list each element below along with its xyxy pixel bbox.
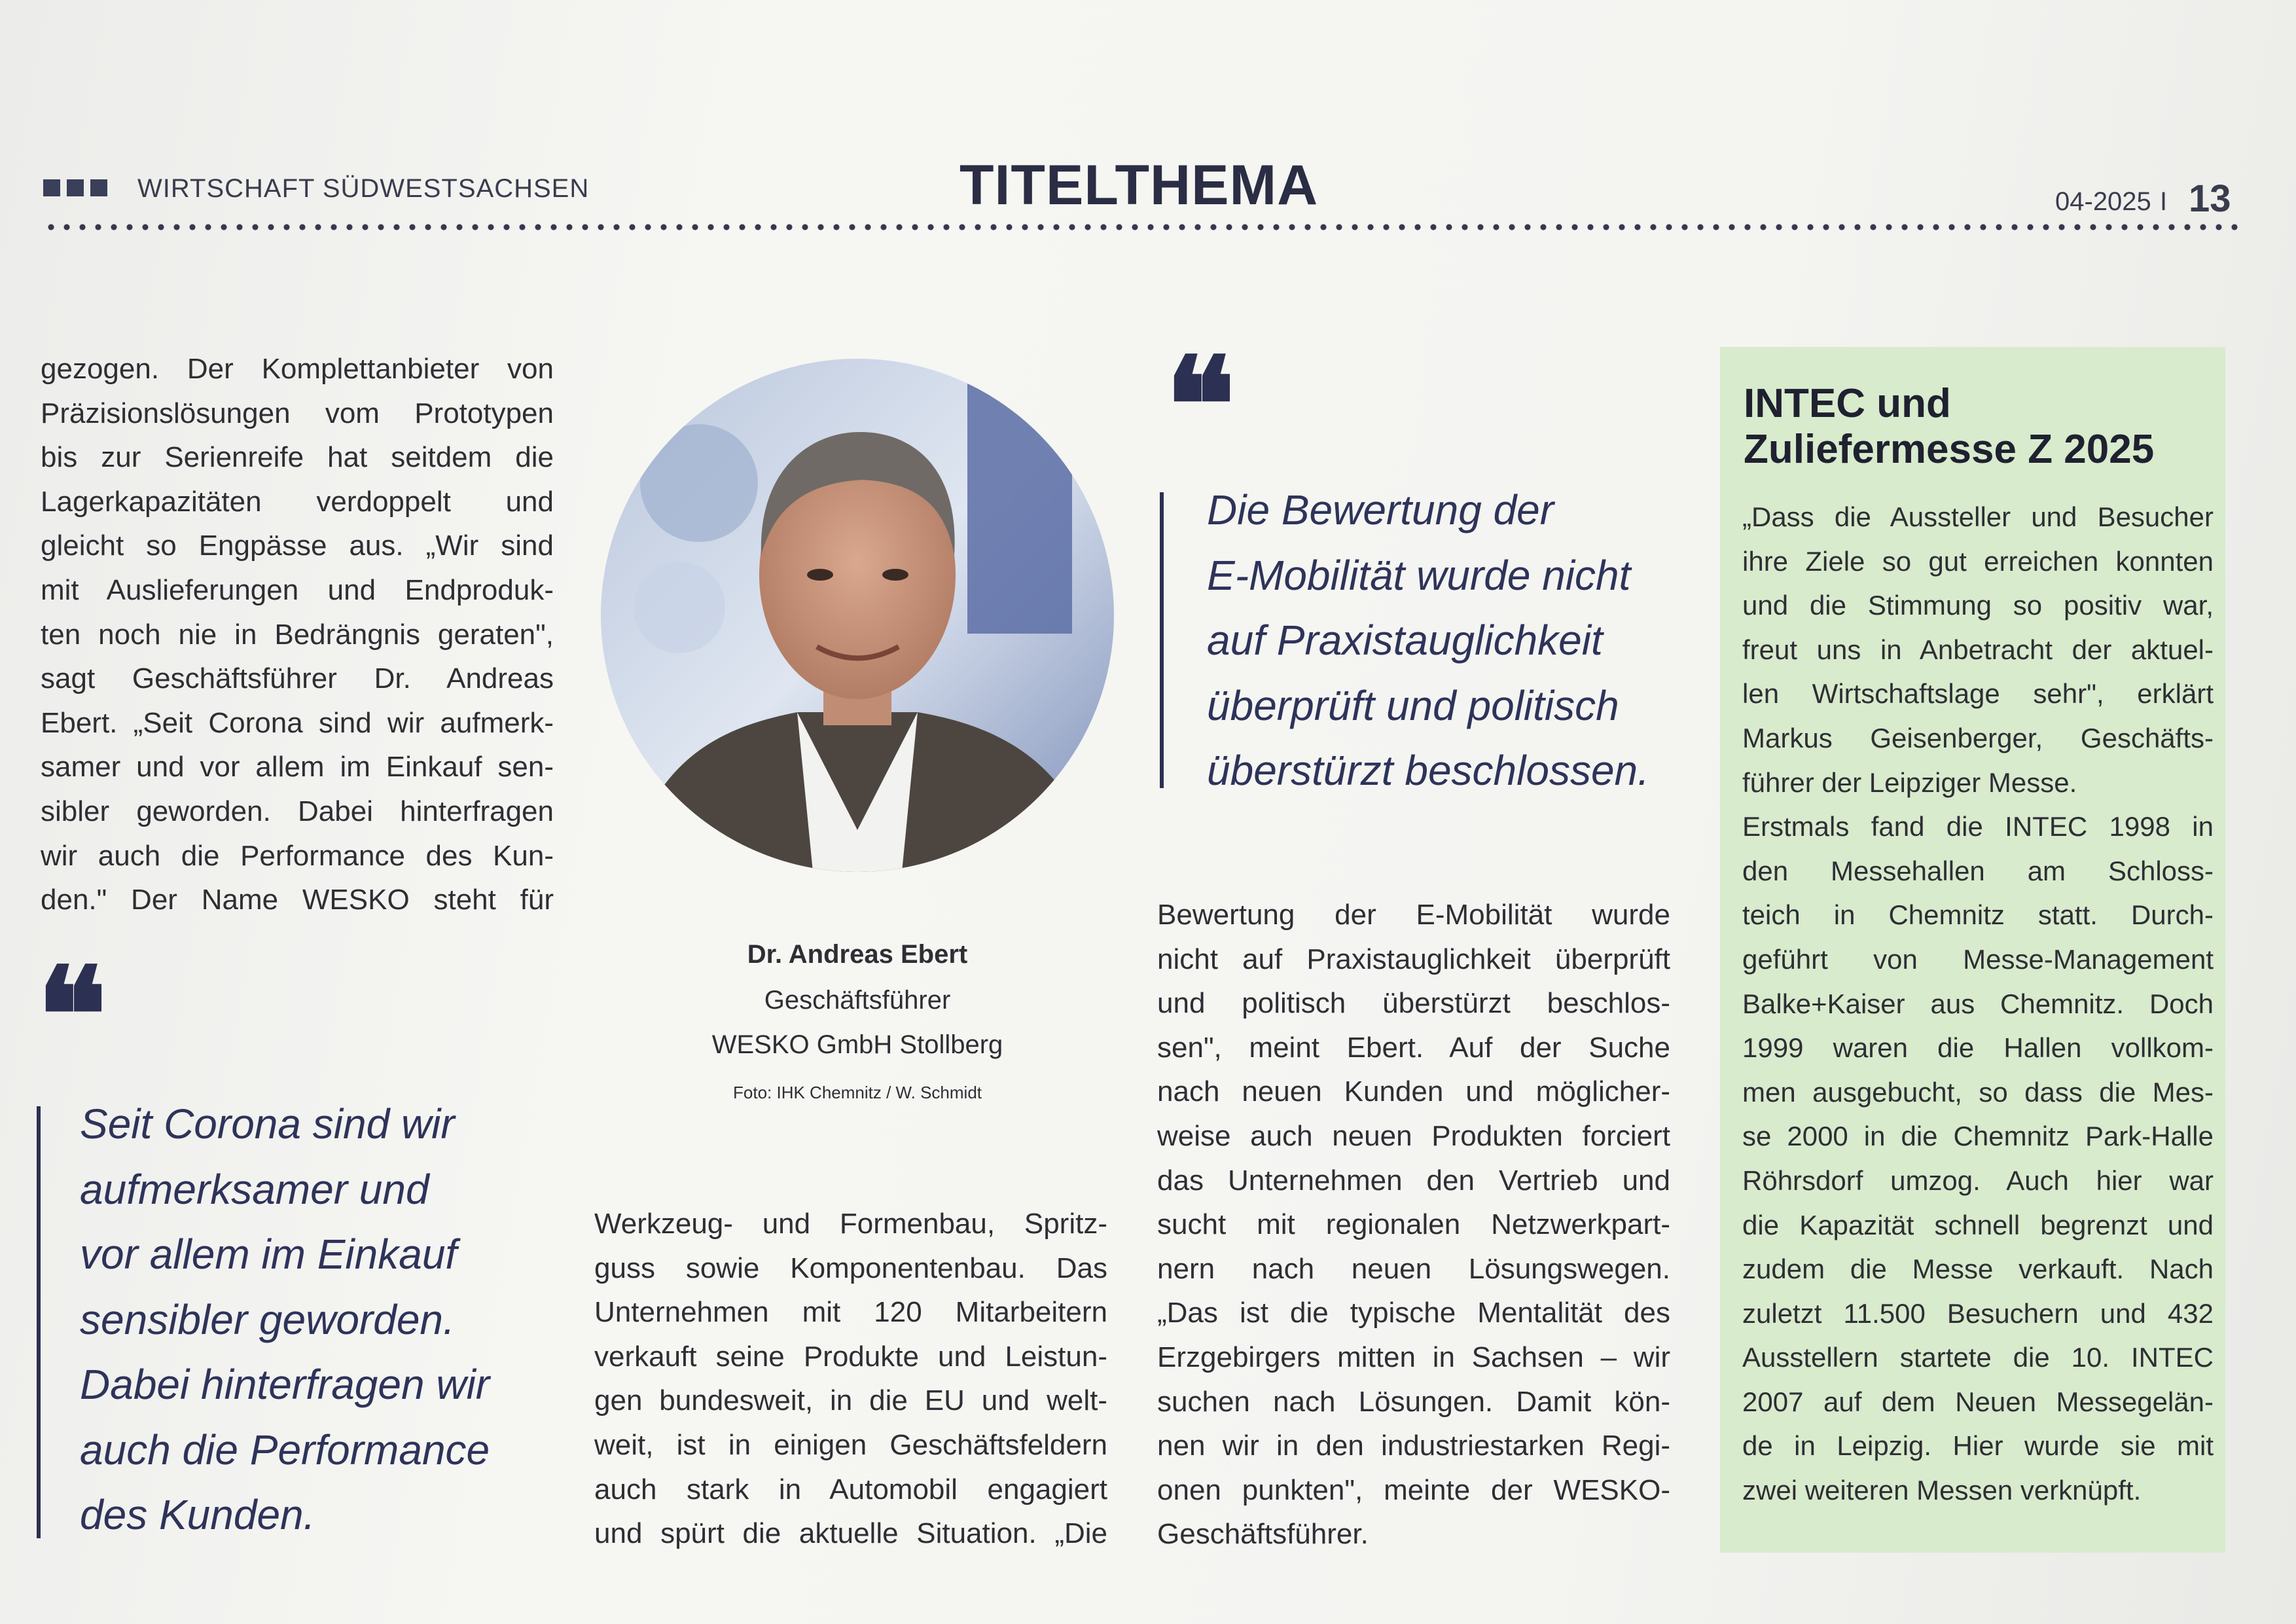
- text-line: führer der Leipziger Messe.: [1742, 767, 2077, 798]
- text-line: ten noch nie in Bedrängnis geraten",: [41, 618, 554, 651]
- info-box-title: [1744, 381, 2154, 473]
- header-squares-icon: [43, 179, 107, 196]
- text-line: weit, ist in einigen Geschäftsfeldern: [594, 1428, 1107, 1461]
- text-line: sucht mit regionalen Netzwerkpart-: [1157, 1208, 1670, 1241]
- text-line: wir auch die Performance des Kun-: [41, 839, 554, 872]
- issue-date: 04-2025: [2055, 187, 2151, 216]
- text-line: und die Stimmung so positiv war,: [1742, 590, 2214, 621]
- quote-line: überstürzt beschlossen.: [1207, 747, 1649, 794]
- quote-line: überprüft und politisch: [1207, 681, 1619, 729]
- quote-line: Dabei hinterfragen wir: [80, 1361, 490, 1408]
- text-line: Balke+Kaiser aus Chemnitz. Doch: [1742, 988, 2214, 1019]
- text-line: zwei weiteren Messen verknüpft.: [1742, 1475, 2142, 1506]
- text-line: se 2000 in die Chemnitz Park-Halle: [1742, 1121, 2214, 1152]
- text-line: geführt von Messe-Management: [1742, 943, 2214, 975]
- article-column-3: [1157, 893, 1670, 1557]
- text-line: und politisch überstürzt beschlos-: [1157, 987, 1670, 1020]
- pull-quote-1: [80, 1092, 490, 1548]
- text-line: bis zur Serienreife hat seitdem die: [41, 441, 554, 474]
- text-line: men ausgebucht, so dass die Mes-: [1742, 1076, 2214, 1108]
- text-line: den Messehallen am Schloss-: [1742, 855, 2214, 886]
- header-separator: I: [2160, 187, 2168, 216]
- article-column-2: [594, 1202, 1107, 1556]
- quote-line: des Kunden.: [80, 1491, 315, 1538]
- text-line: len Wirtschaftslage sehr", erklärt: [1742, 678, 2214, 710]
- text-line: mit Auslieferungen und Endproduk-: [41, 573, 554, 606]
- quote-line: Die Bewertung der: [1207, 486, 1554, 533]
- text-line: den." Der Name WESKO steht für: [41, 884, 554, 916]
- info-box-title-line: INTEC und: [1744, 381, 1951, 426]
- quote-mark-icon: ❝: [1165, 329, 1236, 482]
- pull-quote-bar: [1160, 492, 1164, 788]
- text-line: Erstmals fand die INTEC 1998 in: [1742, 811, 2214, 842]
- text-line: suchen nach Lösungen. Damit kön-: [1157, 1385, 1670, 1418]
- text-line: nicht auf Praxistauglichkeit überprüft: [1157, 943, 1670, 975]
- info-box-text: [1742, 495, 2214, 1513]
- pull-quote-2: [1207, 478, 1649, 804]
- quote-line: auch die Performance: [80, 1426, 490, 1473]
- text-line: „Das ist die typische Mentalität des: [1157, 1297, 1670, 1329]
- text-line: guss sowie Komponentenbau. Das: [594, 1252, 1107, 1284]
- text-line: Markus Geisenberger, Geschäfts-: [1742, 722, 2214, 753]
- photo-caption-company: WESKO GmbH Stollberg: [711, 1030, 1003, 1059]
- text-line: Röhrsdorf umzog. Auch hier war: [1742, 1164, 2214, 1196]
- pull-quote-bar: [37, 1106, 41, 1538]
- quote-line: vor allem im Einkauf: [80, 1231, 457, 1278]
- text-line: nach neuen Kunden und möglicher-: [1157, 1075, 1670, 1108]
- text-line: Lagerkapazitäten verdoppelt und: [41, 485, 554, 518]
- text-line: de in Leipzig. Hier wurde sie mit: [1742, 1430, 2214, 1462]
- text-line: 1999 waren die Hallen vollkom-: [1742, 1032, 2214, 1064]
- text-line: und spürt die aktuelle Situation. „Die: [594, 1517, 1107, 1550]
- info-box-title-line: Zuliefermesse Z 2025: [1744, 427, 2155, 472]
- photo-credit: Foto: IHK Chemnitz / W. Schmidt: [733, 1083, 982, 1102]
- text-line: „Dass die Aussteller und Besucher: [1742, 501, 2214, 532]
- photo-caption-role: Geschäftsführer: [764, 986, 951, 1015]
- text-line: Ausstellern startete die 10. INTEC: [1742, 1342, 2214, 1373]
- quote-line: sensibler geworden.: [80, 1295, 455, 1343]
- text-line: das Unternehmen den Vertrieb und: [1157, 1164, 1670, 1197]
- text-line: Präzisionslösungen vom Prototypen: [41, 397, 554, 429]
- text-line: auch stark in Automobil engagiert: [594, 1473, 1107, 1506]
- text-line: die Kapazität schnell begrenzt und: [1742, 1209, 2214, 1240]
- text-line: sagt Geschäftsführer Dr. Andreas: [41, 662, 554, 695]
- text-line: sibler geworden. Dabei hinterfragen: [41, 795, 554, 827]
- text-line: nen wir in den industriestarken Regi-: [1157, 1430, 1670, 1462]
- publication-name: WIRTSCHAFT SÜDWESTSACHSEN: [137, 174, 590, 203]
- text-line: Werkzeug- und Formenbau, Spritz-: [594, 1208, 1107, 1240]
- portrait-photo: [601, 359, 1114, 872]
- text-line: nern nach neuen Lösungswegen.: [1157, 1252, 1670, 1285]
- quote-line: aufmerksamer und: [80, 1165, 429, 1213]
- article-column-1: [41, 347, 554, 922]
- quote-line: Seit Corona sind wir: [80, 1100, 455, 1147]
- text-line: freut uns in Anbetracht der aktuel-: [1742, 634, 2214, 665]
- text-line: Erzgebirgers mitten in Sachsen – wir: [1157, 1341, 1670, 1373]
- text-line: 2007 auf dem Neuen Messegelän-: [1742, 1386, 2214, 1417]
- quote-line: auf Praxistauglichkeit: [1207, 617, 1603, 664]
- text-line: gleicht so Engpässe aus. „Wir sind: [41, 530, 554, 562]
- text-line: gezogen. Der Komplettanbieter von: [41, 353, 554, 385]
- text-line: Bewertung der E-Mobilität wurde: [1157, 899, 1670, 931]
- text-line: zuletzt 11.500 Besuchern und 432: [1742, 1297, 2214, 1329]
- text-line: Geschäftsführer.: [1157, 1518, 1369, 1551]
- text-line: weise auch neuen Produkten forciert: [1157, 1119, 1670, 1152]
- section-title: TITELTHEMA: [960, 154, 1319, 217]
- quote-line: E-Mobilität wurde nicht: [1207, 551, 1631, 599]
- text-line: ihre Ziele so gut erreichen konnten: [1742, 545, 2214, 577]
- text-line: Unternehmen mit 120 Mitarbeitern: [594, 1296, 1107, 1329]
- page-number: 13: [2189, 177, 2231, 220]
- quote-mark-icon: ❝: [37, 939, 107, 1092]
- text-line: Ebert. „Seit Corona sind wir aufmerk-: [41, 706, 554, 739]
- text-line: verkauft seine Produkte und Leistun-: [594, 1340, 1107, 1373]
- dotted-divider: [43, 224, 2242, 230]
- text-line: gen bundesweit, in die EU und welt-: [594, 1384, 1107, 1417]
- text-line: onen punkten", meinte der WESKO-: [1157, 1473, 1670, 1506]
- text-line: zudem die Messe verkauft. Nach: [1742, 1254, 2214, 1285]
- text-line: teich in Chemnitz statt. Durch-: [1742, 899, 2214, 931]
- text-line: samer und vor allem im Einkauf sen-: [41, 751, 554, 784]
- photo-caption-name: Dr. Andreas Ebert: [747, 940, 968, 969]
- text-line: sen", meint Ebert. Auf der Suche: [1157, 1031, 1670, 1064]
